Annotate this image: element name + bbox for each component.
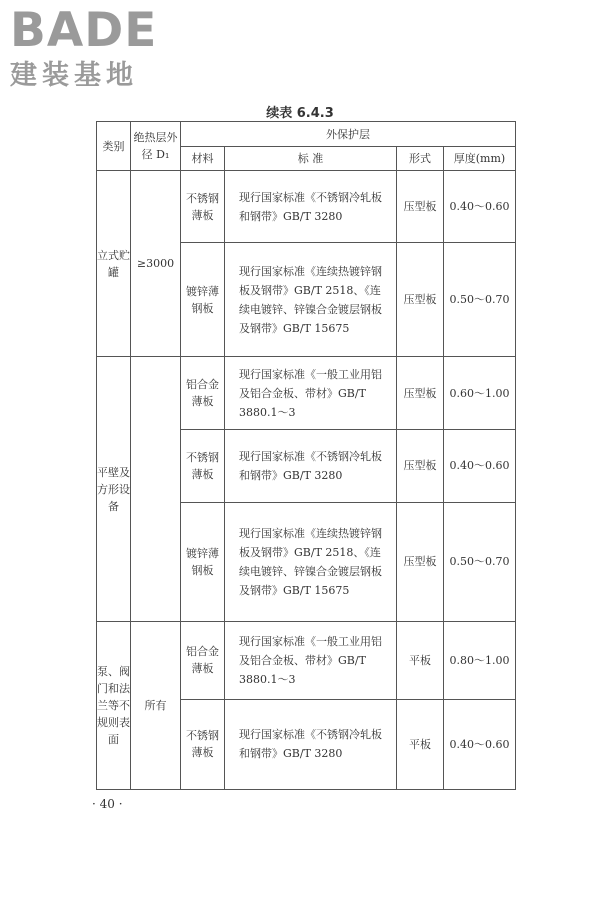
material-cell: 不锈钢薄板	[181, 699, 225, 789]
standard-cell: 现行国家标准《不锈钢冷轧板和钢带》GB/T 3280	[225, 430, 397, 502]
logo-main-text: BADE	[10, 3, 158, 58]
header-diameter: 绝热层外径 D₁	[131, 122, 181, 171]
protective-layer-table	[96, 121, 516, 790]
category-cell: 泵、阀门和法兰等不规则表面	[97, 621, 131, 789]
material-cell: 铝合金薄板	[181, 357, 225, 430]
standard-cell: 现行国家标准《一般工业用铝及铝合金板、带材》GB/T 3880.1～3	[225, 357, 397, 430]
material-cell: 镀锌薄钢板	[181, 502, 225, 621]
material-cell: 铝合金薄板	[181, 621, 225, 699]
thickness-cell: 0.50～0.70	[444, 502, 516, 621]
header-thickness: 厚度(mm)	[444, 147, 516, 171]
header-material: 材料	[181, 147, 225, 171]
header-category: 类别	[97, 122, 131, 171]
logo-sub-text: 建装基地	[10, 60, 138, 91]
material-cell: 不锈钢薄板	[181, 430, 225, 502]
thickness-cell: 0.80～1.00	[444, 621, 516, 699]
form-cell: 平板	[397, 621, 444, 699]
material-cell: 不锈钢薄板	[181, 171, 225, 243]
table-caption: 续表 6.4.3	[266, 106, 334, 121]
category-cell: 平壁及方形设备	[97, 357, 131, 621]
thickness-cell: 0.40～0.60	[444, 430, 516, 502]
diameter-cell: 所有	[131, 621, 181, 789]
header-standard: 标 准	[225, 147, 397, 171]
diameter-cell	[131, 357, 181, 621]
table-row	[97, 621, 516, 699]
table-row	[97, 357, 516, 430]
form-cell: 压型板	[397, 430, 444, 502]
form-cell: 压型板	[397, 171, 444, 243]
standard-cell: 现行国家标准《一般工业用铝及铝合金板、带材》GB/T 3880.1～3	[225, 621, 397, 699]
standard-cell: 现行国家标准《连续热镀锌钢板及钢带》GB/T 2518、《连续电镀锌、锌镍合金镀层钢板及钢带》GB/T 15675	[225, 502, 397, 621]
standard-cell: 现行国家标准《不锈钢冷轧板和钢带》GB/T 3280	[225, 699, 397, 789]
diameter-cell: ≥3000	[131, 171, 181, 357]
thickness-cell: 0.50～0.70	[444, 243, 516, 357]
standard-cell: 现行国家标准《不锈钢冷轧板和钢带》GB/T 3280	[225, 171, 397, 243]
form-cell: 压型板	[397, 502, 444, 621]
thickness-cell: 0.60～1.00	[444, 357, 516, 430]
bade-logo	[10, 4, 185, 94]
header-form: 形式	[397, 147, 444, 171]
header-row-1	[97, 122, 516, 147]
form-cell: 平板	[397, 699, 444, 789]
form-cell: 压型板	[397, 357, 444, 430]
category-cell: 立式贮罐	[97, 171, 131, 357]
table-row	[97, 171, 516, 243]
standard-cell: 现行国家标准《连续热镀锌钢板及钢带》GB/T 2518、《连续电镀锌、锌镍合金镀层钢板及钢带》GB/T 15675	[225, 243, 397, 357]
thickness-cell: 0.40～0.60	[444, 699, 516, 789]
page-number: · 40 ·	[92, 797, 123, 811]
header-outer-layer: 外保护层	[181, 122, 516, 147]
material-cell: 镀锌薄钢板	[181, 243, 225, 357]
form-cell: 压型板	[397, 243, 444, 357]
thickness-cell: 0.40～0.60	[444, 171, 516, 243]
